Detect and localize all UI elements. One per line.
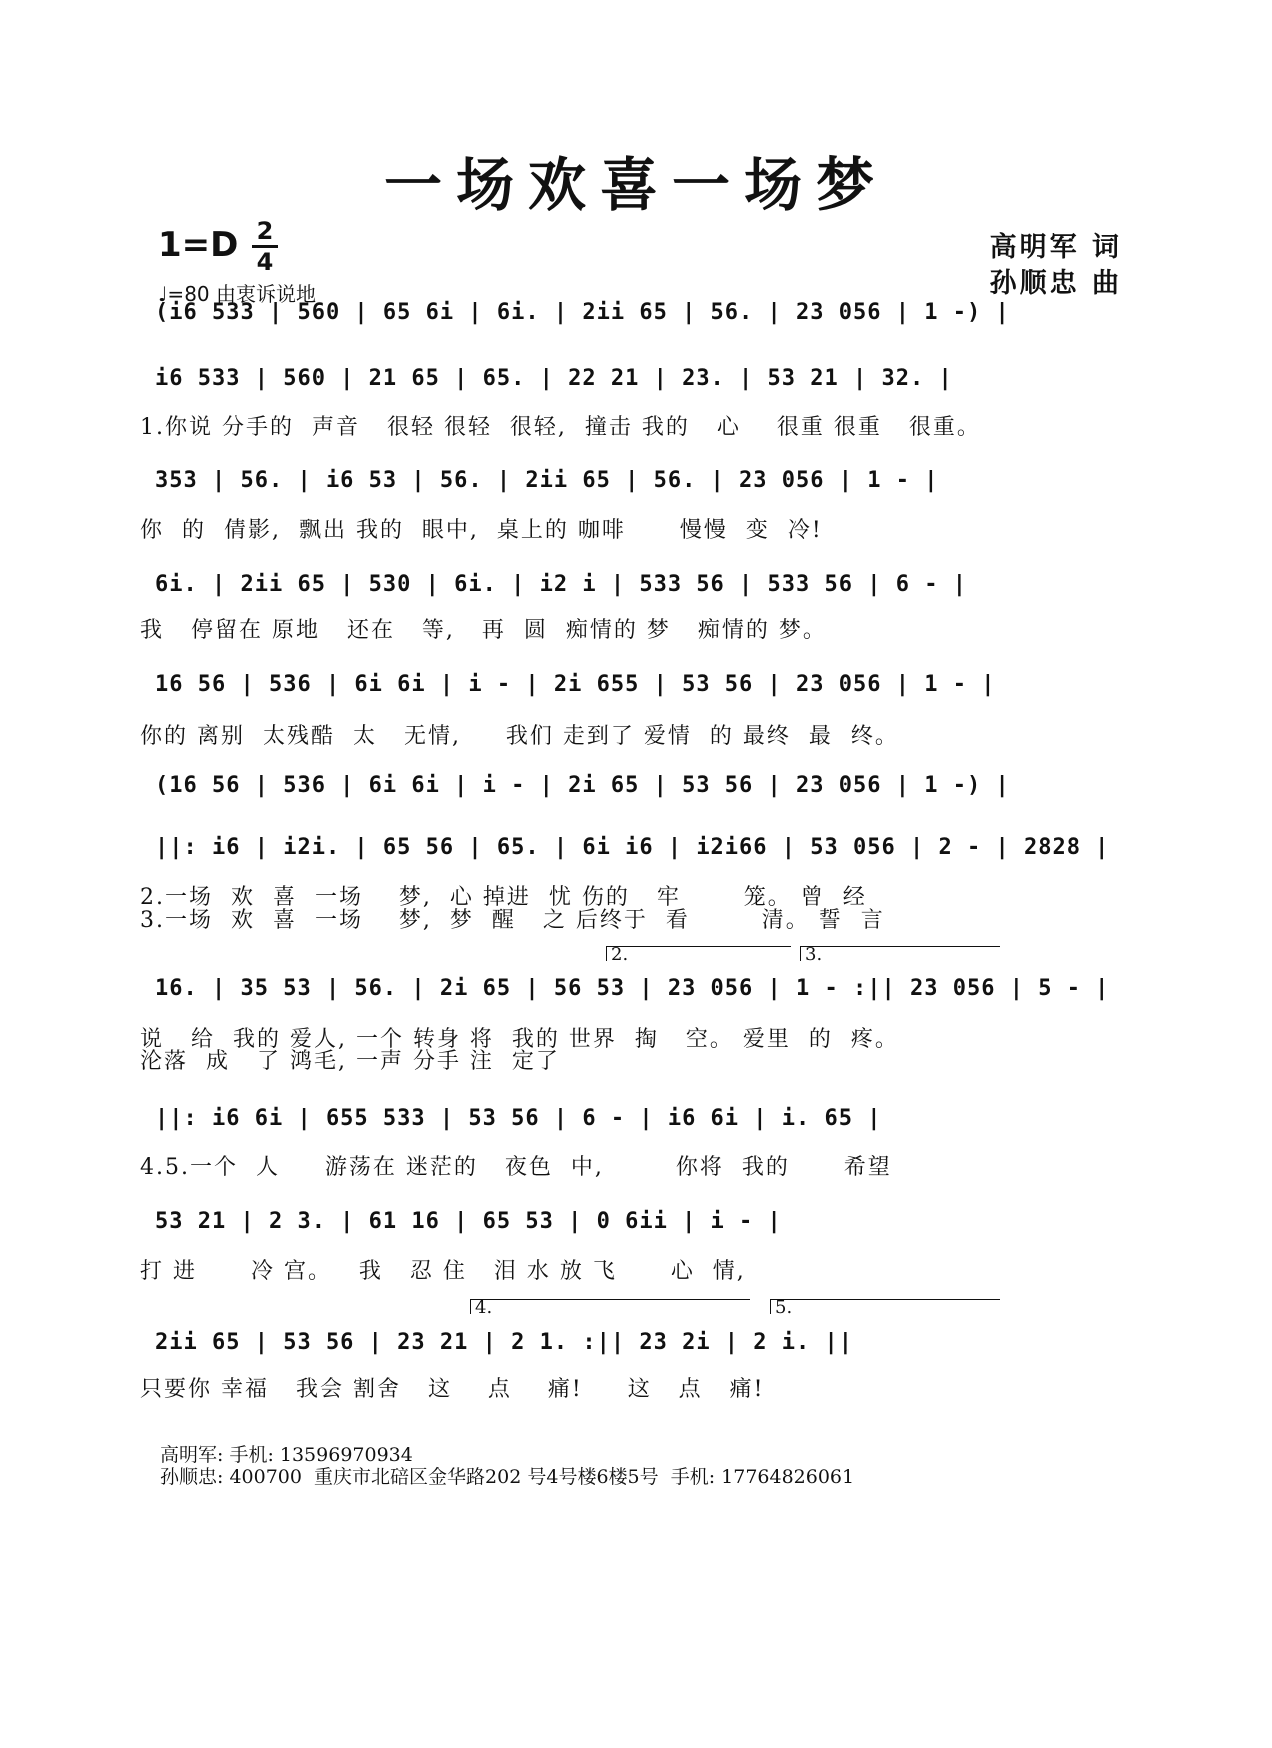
lyric-line-9: 4.5.一个 人 游荡在 迷茫的 夜色 中, 你将 我的 希望 — [140, 1155, 892, 1180]
volta-3: 3. — [800, 946, 1000, 961]
volta-2: 2. — [606, 946, 791, 961]
time-signature — [252, 219, 278, 274]
contact-composer: 孙顺忠: 400700 重庆市北碚区金华路202 号4号楼6楼5号 手机: 17764826061 — [160, 1466, 855, 1488]
notation-line-6: (16 56 | 536 | 6i 6i | i - | 2i 65 | 53 56 | 23 056 | 1 -) | — [155, 773, 1010, 798]
key-signature: 1=D — [158, 225, 239, 265]
notation-line-8: 16. | 35 53 | 56. | 2i 65 | 56 53 | 23 056 | 1 - :|| 23 056 | 5 - | — [155, 976, 1110, 1001]
notation-line-2: i6 533 | 560 | 21 65 | 65. | 22 21 | 23. | 53 21 | 32. | — [155, 366, 953, 391]
lyric-line-5: 你的 离别 太残酷 太 无情, 我们 走到了 爱情 的 最终 最 终。 — [140, 724, 899, 749]
lyric-line-7a: 2.一场 欢 喜 一场 梦, 心 掉进 忧 伤的 牢 笼。 曾 经 — [140, 885, 867, 910]
volta-4: 4. — [470, 1299, 750, 1314]
lyric-line-11: 只要你 幸福 我会 割舍 这 点 痛! 这 点 痛! — [140, 1377, 765, 1402]
lyric-line-8b: 沦落 成 了 鸿毛, 一声 分手 注 定了 — [140, 1049, 560, 1074]
notation-line-3: 353 | 56. | i6 53 | 56. | 2ii 65 | 56. | 23 056 | 1 - | — [155, 468, 939, 493]
notation-line-5: 16 56 | 536 | 6i 6i | i - | 2i 655 | 53 56 | 23 056 | 1 - | — [155, 672, 996, 697]
lyric-line-10: 打 进 冷 宫。 我 忍 住 泪 水 放 飞 心 情, — [140, 1259, 746, 1284]
notation-line-11: 2ii 65 | 53 56 | 23 21 | 2 1. :|| 23 2i | 2 i. || — [155, 1330, 854, 1355]
tempo-marking: ♩=80 由衷诉说地 — [158, 282, 316, 306]
notation-line-1: (i6 533 | 560 | 65 6i | 6i. | 2ii 65 | 56. | 23 056 | 1 -) | — [155, 300, 1010, 325]
lyric-line-2: 1.你说 分手的 声音 很轻 很轻 很轻, 撞击 我的 心 很重 很重 很重。 — [140, 415, 981, 440]
time-signature-top: 2 — [256, 217, 274, 245]
song-title: 一场欢喜一场梦 — [383, 151, 888, 219]
notation-line-10: 53 21 | 2 3. | 61 16 | 65 53 | 0 6ii | i - | — [155, 1209, 782, 1234]
lyricist-credit: 高明军 词 — [989, 232, 1122, 263]
composer-credit: 孙顺忠 曲 — [989, 268, 1122, 299]
lyric-line-8a: 说 给 我的 爱人, 一个 转身 将 我的 世界 掏 空。 爱里 的 疼。 — [140, 1027, 899, 1052]
contact-lyricist: 高明军: 手机: 13596970934 — [160, 1444, 413, 1466]
lyric-line-3: 你 的 倩影, 飘出 我的 眼中, 桌上的 咖啡 慢慢 变 冷! — [140, 518, 823, 543]
notation-line-4: 6i. | 2ii 65 | 530 | 6i. | i2 i | 533 56 | 533 56 | 6 - | — [155, 572, 967, 597]
notation-line-9: ||: i6 6i | 655 533 | 53 56 | 6 - | i6 6i | i. 65 | — [155, 1106, 882, 1131]
notation-line-7: ||: i6 | i2i. | 65 56 | 65. | 6i i6 | i2i66 | 53 056 | 2 - | 2828 | — [155, 835, 1110, 860]
volta-5: 5. — [770, 1299, 1000, 1314]
time-signature-bottom: 4 — [256, 248, 274, 276]
lyric-line-7b: 3.一场 欢 喜 一场 梦, 梦 醒 之 后终于 看 清。 誓 言 — [140, 908, 885, 933]
lyric-line-4: 我 停留在 原地 还在 等, 再 圆 痴情的 梦 痴情的 梦。 — [140, 618, 827, 643]
credits — [990, 230, 1122, 302]
